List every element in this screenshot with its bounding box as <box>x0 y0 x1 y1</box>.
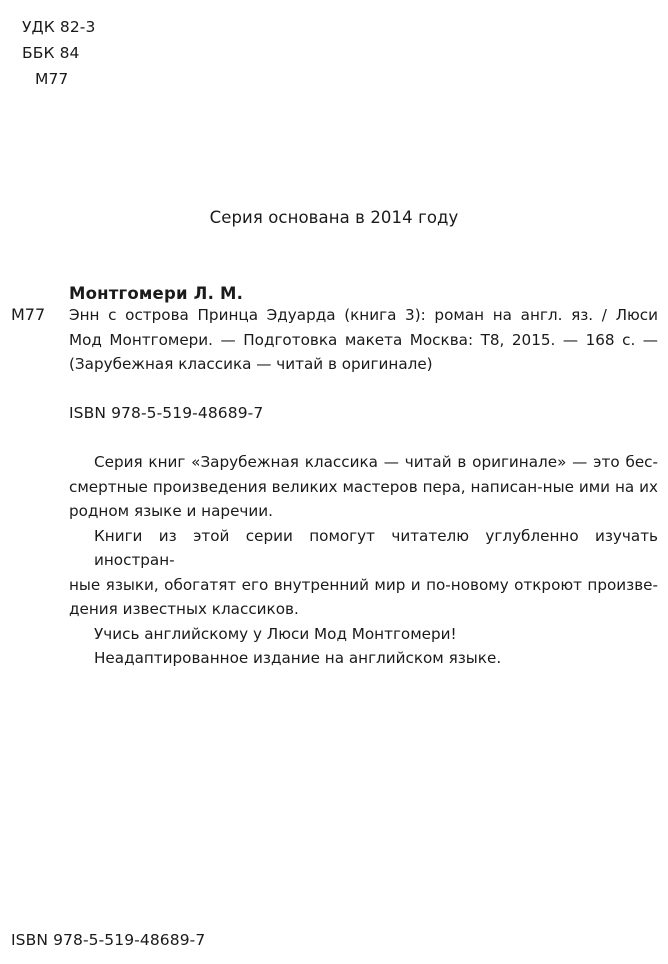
annotation-line: Серия книг «Зарубежная классика — читай в оригинале» — это бес- <box>94 453 658 471</box>
biblio-line: Энн с острова Принца Эдуарда (книга 3): роман на англ. яз. / Люси <box>69 306 658 324</box>
classification-codes <box>22 14 95 92</box>
bibliographic-description <box>69 303 658 377</box>
annotation-line: ные языки, обогатят его внутренний мир и по-новому откроют произве- <box>69 575 658 594</box>
udk-code: УДК 82-3 <box>22 18 96 36</box>
annotation-line: Учись английскому у Люси Мод Монтгомери! <box>94 624 457 643</box>
cutter-code-top: М77 <box>35 70 69 88</box>
series-note: Серия основана в 2014 году <box>209 208 459 227</box>
isbn-main: ISBN 978-5-519-48689-7 <box>69 404 264 422</box>
annotation-line: Книги из этой серии помогут читателю углубленно изучать иностран- <box>94 526 658 569</box>
author-heading: Монтгомери Л. М. <box>69 284 244 303</box>
annotation-line: Неадаптированное издание на английском языке. <box>94 649 502 667</box>
annotation <box>69 450 658 671</box>
cutter-code-record: М77 <box>11 305 46 324</box>
biblio-line: Мод Монтгомери. — Подготовка макета Москва: Т8, 2015. — 168 с. — <box>69 330 658 349</box>
isbn-bottom: ISBN 978-5-519-48689-7 <box>11 931 206 949</box>
annotation-line: дения известных классиков. <box>69 600 299 618</box>
bbk-code: ББК 84 <box>22 44 80 62</box>
annotation-line: родном языке и наречии. <box>69 502 273 520</box>
annotation-line: смертные произведения великих мастеров пера, написан-ные ими на их <box>69 477 658 496</box>
biblio-line: (Зарубежная классика — читай в оригинале) <box>69 355 433 373</box>
